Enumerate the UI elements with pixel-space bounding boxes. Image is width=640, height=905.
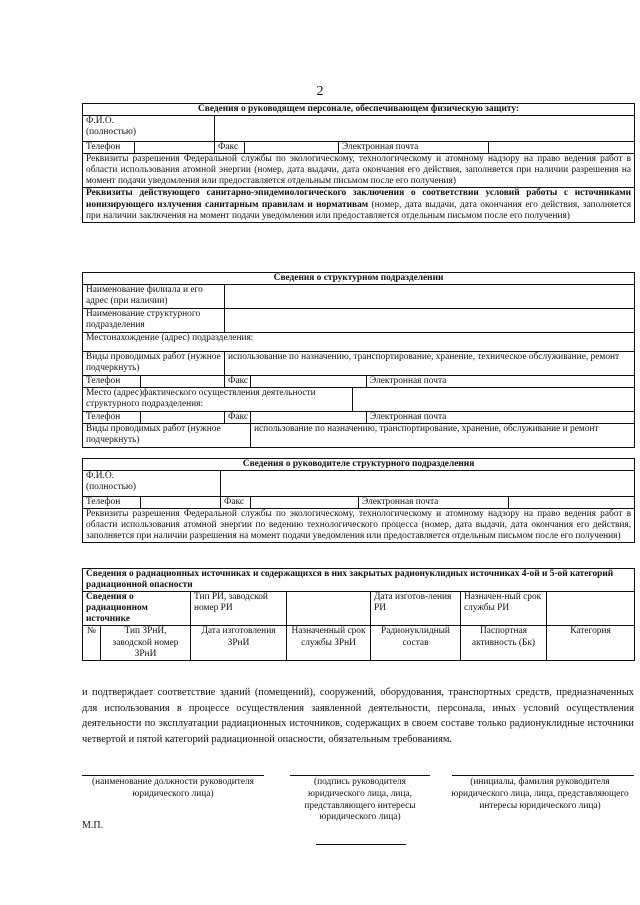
head-email-label: Электронная почта: [359, 497, 509, 509]
ri-term-label: Назначен-ный срок службы РИ: [461, 592, 547, 626]
initials-caption: (инициалы, фамилия руководителя юридического лица, лица, представляющего интересы юридического лица): [451, 777, 629, 811]
footer-line: [316, 844, 406, 845]
position-line: [82, 775, 264, 776]
confirmation-paragraph: и подтверждает соответствие зданий (помещений), сооружений, оборудования, транспортных средств, предназначенных для использования в процессе осуществления заявленной деятельности, персонала, иных условий осуществления деятельности по эксплуатации радиационных источников, содержащих в своем составе только радионуклидные источники четвертой и пятой категорий радиационной опасности, обязательным требованиям.: [82, 687, 634, 745]
head-phone-label: Телефон: [83, 497, 141, 509]
ri-info-label: Сведения о радиационном источнике: [83, 592, 191, 626]
fio-field[interactable]: [215, 116, 635, 142]
head-license-requisites: Реквизиты разрешения Федеральной службы по экологическому, технологическому и атомному надзору на право ведения работ в области использования атомной энергии по ведению технологического процесса (номер, дата выдачи, дата окончания его действия, заполняется при наличии разрешения на момент подачи уведомления или предоставляется отдельным письмом после его получения): [83, 509, 635, 543]
signature-caption: (подпись руководителя юридического лица, лица, представляющего интересы юридического лица): [304, 777, 416, 823]
actual-place-label: Место (адрес)фактического осуществления деятельности структурного подразделения:: [83, 388, 353, 412]
fio-label: Ф.И.О. (полностью): [83, 116, 215, 142]
zrni-date-header: Дата изготовления ЗРнИ: [191, 626, 287, 660]
location-label: Местонахождение (адрес) подразделения:: [83, 333, 635, 352]
head-fio-label: Ф.И.О. (полностью): [83, 471, 221, 497]
unit-fax-field[interactable]: [251, 376, 367, 388]
actual-place-field[interactable]: [353, 388, 635, 412]
section-title-unit-head: Сведения о руководителе структурного подразделения: [83, 459, 635, 471]
unit-phone-field[interactable]: [141, 376, 225, 388]
initials-line: [452, 775, 634, 776]
unit-fax2-label: Факс: [225, 412, 251, 424]
position-caption: (наименование должности руководителя юридического лица): [92, 777, 254, 799]
unit-email2-label: Электронная почта: [367, 412, 635, 424]
management-personnel-table: [82, 103, 635, 223]
head-fio-field[interactable]: [221, 471, 635, 497]
fax-field[interactable]: [245, 142, 339, 154]
head-email-field[interactable]: [509, 497, 635, 509]
zrni-type-header: Тип ЗРнИ, заводской номер ЗРнИ: [101, 626, 191, 660]
works-label: Виды проводимых работ (нужное подчеркнуть): [83, 352, 225, 376]
signature-line: [290, 775, 430, 776]
phone-field[interactable]: [135, 142, 215, 154]
head-phone-field[interactable]: [141, 497, 221, 509]
structural-unit-table: [82, 272, 635, 448]
unit-phone-label: Телефон: [83, 376, 141, 388]
license-requisites: Реквизиты разрешения Федеральной службы по экологическому, технологическому и атомному надзору на право ведения работ в области использования атомной энергии (номер, дата выдачи, дата окончания его действия, заполняется при наличии разрешения на момент подачи уведомления или предоставляется отдельным письмом после его получения): [83, 154, 635, 188]
fax-label: Факс: [215, 142, 245, 154]
unit-name-label: Наименование структурного подразделения: [83, 309, 225, 333]
works2-label: Виды проводимых работ (нужное подчеркнуть): [83, 424, 251, 448]
branch-name-label: Наименование филиала и его адрес (при наличии): [83, 285, 225, 309]
ri-term-field[interactable]: [547, 592, 635, 626]
unit-email-label: Электронная почта: [367, 376, 635, 388]
zrni-number-header: №: [83, 626, 101, 660]
unit-fax-label: Факс: [225, 376, 251, 388]
section-title-management: Сведения о руководящем персонале, обеспечивающем физическую защиту:: [83, 104, 635, 116]
ri-type-field[interactable]: [287, 592, 371, 626]
head-fax-label: Факс: [221, 497, 251, 509]
unit-head-table: [82, 458, 635, 543]
radiation-sources-table: [82, 568, 635, 661]
branch-name-field[interactable]: [225, 285, 635, 309]
stamp-mark: М.П.: [82, 820, 104, 831]
zrni-activity-header: Паспортная активность (Бк): [461, 626, 547, 660]
phone-label: Телефон: [83, 142, 135, 154]
zrni-term-header: Назначенный срок службы ЗРнИ: [287, 626, 371, 660]
sanitary-requisites: Реквизиты действующего санитарно-эпидемиологического заключения о соответствии условий работы с источниками ионизирующего излучения санитарным правилам и нормативам (номер, дата выдачи, дата окончания его действия, заполняется при наличии заключения на момент подачи уведомления или предоставляется отдельным письмом после его получения): [83, 188, 635, 222]
section-title-sources: Сведения о радиационных источниках и содержащихся в них закрытых радионуклидных источниках 4-ой и 5-ой категорий радиационной опасности: [83, 569, 635, 592]
page-number: 2: [316, 84, 324, 99]
unit-name-field[interactable]: [225, 309, 635, 333]
head-fax-field[interactable]: [251, 497, 359, 509]
unit-fax2-field[interactable]: [251, 412, 367, 424]
zrni-composition-header: Радионуклидный состав: [371, 626, 461, 660]
email-field[interactable]: [489, 142, 635, 154]
ri-date-label: Дата изготов-ления РИ: [371, 592, 461, 626]
email-label: Электронная почта: [339, 142, 489, 154]
zrni-category-header: Категория: [547, 626, 635, 660]
works2-options[interactable]: использование по назначению, транспортирование, хранение, обслуживание и ремонт: [251, 424, 635, 448]
ri-type-label: Тип РИ, заводской номер РИ: [191, 592, 287, 626]
works-options[interactable]: использование по назначению, транспортирование, хранение, техническое обслуживание, ремонт: [225, 352, 635, 376]
unit-phone2-field[interactable]: [141, 412, 225, 424]
unit-phone2-label: Телефон: [83, 412, 141, 424]
section-title-unit: Сведения о структурном подразделении: [83, 273, 635, 285]
